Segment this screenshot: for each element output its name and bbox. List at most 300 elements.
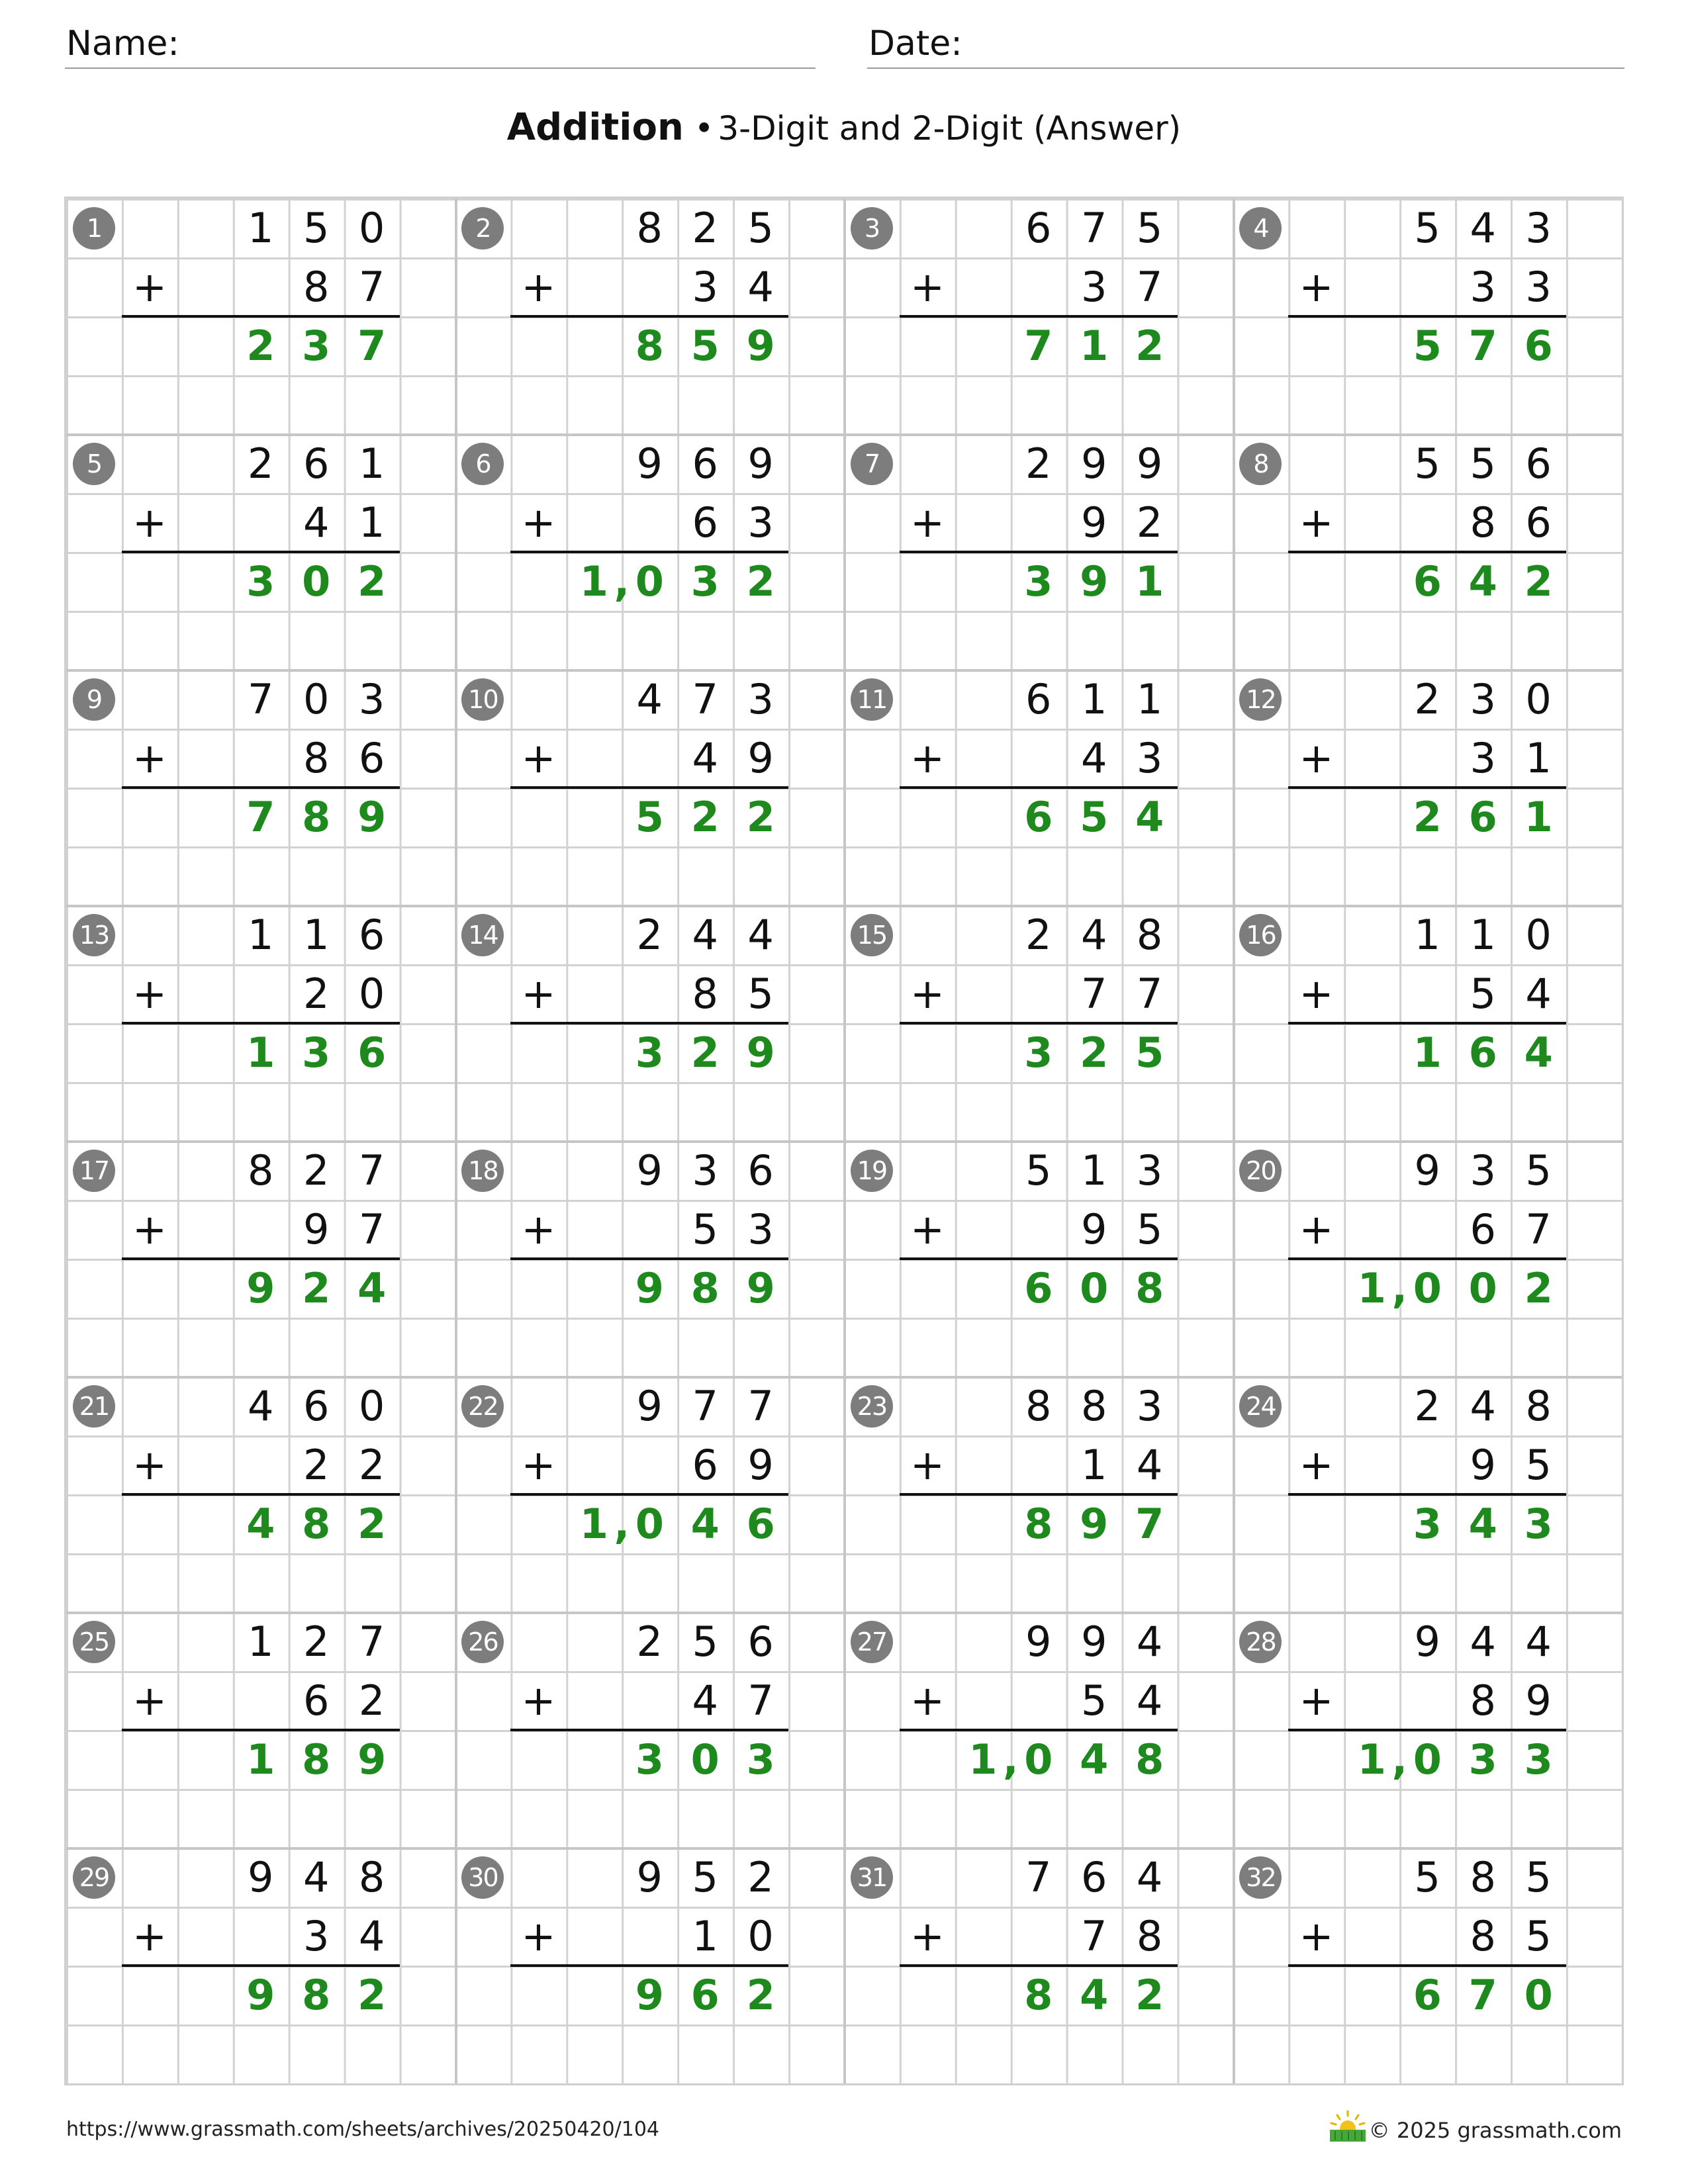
addend-bottom-digit: 7 — [1525, 1205, 1552, 1253]
answer-digit: 6 — [1468, 1028, 1497, 1077]
problem-number-badge: 6 — [461, 443, 504, 485]
addend-top-digit: 9 — [1080, 439, 1107, 488]
addend-top-digit: 1 — [1136, 675, 1163, 723]
addend-top-digit: 0 — [1525, 911, 1552, 959]
answer-digit: 2 — [1135, 322, 1164, 370]
addend-top-digit: 4 — [248, 1382, 274, 1430]
answer-digit: 5 — [635, 793, 664, 841]
addend-top-digit: 6 — [303, 1382, 330, 1430]
answer-digit: 5 — [1080, 793, 1109, 841]
addend-bottom-digit: 5 — [747, 970, 774, 1018]
title-main: Addition — [506, 106, 684, 149]
problem-number-badge: 32 — [1239, 1856, 1282, 1899]
problem-number-badge: 26 — [461, 1621, 504, 1663]
answer-digit: 9 — [635, 1971, 664, 2019]
answer-digit: 4 — [1468, 1500, 1497, 1548]
addend-top-digit: 9 — [1414, 1617, 1440, 1666]
answer-digit: 3 — [302, 1028, 331, 1077]
answer-digit: 2 — [357, 557, 387, 606]
addend-top-digit: 2 — [303, 1146, 330, 1195]
answer-digit: 9 — [1080, 557, 1109, 606]
answer-digit: 1 — [1080, 322, 1109, 370]
addend-bottom-digit: 1 — [1525, 734, 1552, 782]
addend-top-digit: 7 — [248, 675, 274, 723]
addend-bottom-digit: 3 — [1470, 734, 1496, 782]
answer-digit: 9 — [357, 793, 387, 841]
addend-top-digit: 5 — [1414, 204, 1440, 252]
answer-digit: 2 — [746, 793, 775, 841]
addend-bottom-digit: 4 — [692, 734, 718, 782]
addend-top-digit: 6 — [1025, 675, 1052, 723]
answer-digit: 2 — [246, 322, 275, 370]
answer-digit: 3 — [635, 1735, 664, 1784]
answer-digit: 2 — [357, 1500, 387, 1548]
addend-bottom-digit: 4 — [1136, 1441, 1163, 1489]
addend-top-digit: 1 — [1414, 911, 1440, 959]
addend-top-digit: 9 — [1414, 1146, 1440, 1195]
problem-number-badge: 11 — [851, 678, 893, 721]
answer-digit: 5 — [1413, 322, 1442, 370]
problem-number-badge: 12 — [1239, 678, 1282, 721]
answer-digit: 6 — [1413, 557, 1442, 606]
addend-bottom-digit: 4 — [303, 498, 330, 547]
addend-top-digit: 5 — [692, 1853, 718, 1901]
plus-sign: + — [1299, 970, 1334, 1018]
addend-top-digit: 6 — [747, 1146, 774, 1195]
answer-digit: 0 — [1413, 1264, 1442, 1312]
addend-top-digit: 6 — [303, 439, 330, 488]
answer-digit: 0 — [1413, 1735, 1442, 1784]
problem-number-badge: 21 — [73, 1385, 115, 1428]
addend-top-digit: 5 — [303, 204, 330, 252]
addend-bottom-digit: 1 — [358, 498, 385, 547]
problem-number-badge: 30 — [461, 1856, 504, 1899]
answer-digit: 6 — [1024, 1264, 1053, 1312]
answer-digit: 2 — [1135, 1971, 1164, 2019]
addend-bottom-digit: 3 — [1080, 263, 1107, 311]
plus-sign: + — [910, 1912, 945, 1960]
answer-digit: 3 — [246, 557, 275, 606]
addend-top-digit: 3 — [1525, 204, 1552, 252]
answer-digit: 1 — [1413, 1028, 1442, 1077]
answer-comma: , — [1391, 1735, 1408, 1784]
addend-top-digit: 5 — [1525, 1853, 1552, 1901]
addend-bottom-digit: 6 — [358, 734, 385, 782]
addend-top-digit: 9 — [636, 439, 663, 488]
problem-number-badge: 5 — [73, 443, 115, 485]
date-line — [867, 68, 1624, 69]
addend-top-digit: 1 — [248, 204, 274, 252]
addend-bottom-digit: 6 — [692, 1441, 718, 1489]
addend-bottom-digit: 5 — [1470, 970, 1496, 1018]
addend-top-digit: 0 — [303, 675, 330, 723]
addend-bottom-digit: 0 — [358, 970, 385, 1018]
addend-top-digit: 2 — [1025, 439, 1052, 488]
answer-digit: 0 — [690, 1735, 720, 1784]
addend-bottom-digit: 8 — [303, 263, 330, 311]
addend-bottom-digit: 4 — [1136, 1676, 1163, 1725]
problem-number-badge: 16 — [1239, 914, 1282, 956]
addend-bottom-digit: 7 — [1080, 1912, 1107, 1960]
addend-bottom-digit: 2 — [303, 1441, 330, 1489]
answer-digit: 0 — [635, 557, 664, 606]
addend-top-digit: 3 — [1136, 1146, 1163, 1195]
addend-bottom-digit: 3 — [747, 1205, 774, 1253]
problem-number-badge: 8 — [1239, 443, 1282, 485]
addend-top-digit: 3 — [358, 675, 385, 723]
answer-digit: 5 — [1135, 1028, 1164, 1077]
answer-digit: 1 — [246, 1735, 275, 1784]
addend-bottom-digit: 5 — [1525, 1441, 1552, 1489]
answer-digit: 4 — [357, 1264, 387, 1312]
addend-top-digit: 2 — [747, 1853, 774, 1901]
addend-top-digit: 2 — [636, 911, 663, 959]
addend-top-digit: 7 — [692, 675, 718, 723]
addend-bottom-digit: 2 — [303, 970, 330, 1018]
addend-top-digit: 5 — [1414, 439, 1440, 488]
addend-bottom-digit: 5 — [1136, 1205, 1163, 1253]
answer-digit: 8 — [1135, 1264, 1164, 1312]
answer-digit: 0 — [1524, 1971, 1553, 2019]
addend-top-digit: 2 — [636, 1617, 663, 1666]
answer-digit: 3 — [1524, 1735, 1553, 1784]
addend-top-digit: 6 — [1025, 204, 1052, 252]
plus-sign: + — [1299, 1912, 1334, 1960]
addend-top-digit: 4 — [1136, 1853, 1163, 1901]
addend-bottom-digit: 4 — [747, 263, 774, 311]
problem-number-badge: 18 — [461, 1150, 504, 1192]
addend-top-digit: 3 — [747, 675, 774, 723]
addend-bottom-digit: 2 — [358, 1441, 385, 1489]
addend-bottom-digit: 3 — [303, 1912, 330, 1960]
answer-digit: 6 — [746, 1500, 775, 1548]
addend-top-digit: 1 — [248, 911, 274, 959]
problem-number-badge: 7 — [851, 443, 893, 485]
answer-comma: , — [614, 1500, 630, 1548]
date-label: Date: — [868, 24, 962, 64]
plus-sign: + — [910, 734, 945, 782]
answer-digit: 3 — [1468, 1735, 1497, 1784]
answer-digit: 2 — [690, 1028, 720, 1077]
answer-digit: 1 — [1357, 1264, 1386, 1312]
addend-top-digit: 4 — [1470, 1617, 1496, 1666]
answer-digit: 3 — [1413, 1500, 1442, 1548]
addend-top-digit: 8 — [358, 1853, 385, 1901]
addend-top-digit: 1 — [1080, 1146, 1107, 1195]
addend-top-digit: 5 — [692, 1617, 718, 1666]
plus-sign: + — [132, 970, 167, 1018]
addend-top-digit: 4 — [1080, 911, 1107, 959]
addend-top-digit: 7 — [692, 1382, 718, 1430]
addend-top-digit: 1 — [303, 911, 330, 959]
addend-top-digit: 8 — [636, 204, 663, 252]
addend-top-digit: 2 — [303, 1617, 330, 1666]
plus-sign: + — [521, 1912, 556, 1960]
answer-digit: 6 — [1468, 793, 1497, 841]
addend-bottom-digit: 5 — [1080, 1676, 1107, 1725]
addend-top-digit: 1 — [248, 1617, 274, 1666]
addend-bottom-digit: 8 — [1470, 498, 1496, 547]
addend-top-digit: 6 — [1080, 1853, 1107, 1901]
addend-top-digit: 9 — [636, 1146, 663, 1195]
plus-sign: + — [132, 734, 167, 782]
addend-top-digit: 8 — [1025, 1382, 1052, 1430]
title-separator: • — [694, 109, 714, 148]
problem-number-badge: 9 — [73, 678, 115, 721]
answer-comma: , — [1391, 1264, 1408, 1312]
answer-digit: 9 — [246, 1264, 275, 1312]
addend-bottom-digit: 3 — [747, 498, 774, 547]
addend-bottom-digit: 4 — [358, 1912, 385, 1960]
plus-sign: + — [132, 1441, 167, 1489]
answer-digit: 2 — [746, 1971, 775, 2019]
plus-sign: + — [132, 1676, 167, 1725]
plus-sign: + — [910, 263, 945, 311]
answer-digit: 6 — [357, 1028, 387, 1077]
addend-top-digit: 6 — [692, 439, 718, 488]
answer-digit: 9 — [635, 1264, 664, 1312]
answer-digit: 6 — [690, 1971, 720, 2019]
addend-top-digit: 3 — [1470, 675, 1496, 723]
addend-top-digit: 4 — [1525, 1617, 1552, 1666]
answer-digit: 2 — [690, 793, 720, 841]
answer-digit: 6 — [1024, 793, 1053, 841]
addend-top-digit: 8 — [1136, 911, 1163, 959]
addend-top-digit: 4 — [747, 911, 774, 959]
addend-bottom-digit: 7 — [747, 1676, 774, 1725]
addend-bottom-digit: 8 — [1136, 1912, 1163, 1960]
addend-bottom-digit: 9 — [1080, 498, 1107, 547]
plus-sign: + — [132, 263, 167, 311]
answer-digit: 2 — [357, 1971, 387, 2019]
addend-top-digit: 7 — [1080, 204, 1107, 252]
addend-top-digit: 4 — [1470, 1382, 1496, 1430]
addend-bottom-digit: 7 — [358, 263, 385, 311]
addend-bottom-digit: 8 — [692, 970, 718, 1018]
addend-top-digit: 3 — [1470, 1146, 1496, 1195]
answer-comma: , — [614, 557, 630, 606]
addend-bottom-digit: 6 — [1470, 1205, 1496, 1253]
answer-digit: 4 — [1468, 557, 1497, 606]
addend-bottom-digit: 5 — [692, 1205, 718, 1253]
plus-sign: + — [910, 1205, 945, 1253]
addend-top-digit: 8 — [1080, 1382, 1107, 1430]
answer-digit: 3 — [690, 557, 720, 606]
addend-top-digit: 1 — [1080, 675, 1107, 723]
plus-sign: + — [910, 1441, 945, 1489]
answer-digit: 9 — [1080, 1500, 1109, 1548]
answer-digit: 9 — [746, 1028, 775, 1077]
answer-digit: 9 — [746, 322, 775, 370]
answer-digit: 7 — [357, 322, 387, 370]
answer-digit: 1 — [968, 1735, 998, 1784]
addend-bottom-digit: 7 — [1136, 263, 1163, 311]
footer-url: https://www.grassmath.com/sheets/archives/20250420/104 — [66, 2118, 660, 2141]
plus-sign: + — [132, 498, 167, 547]
answer-digit: 2 — [1524, 1264, 1553, 1312]
addend-top-digit: 9 — [1136, 439, 1163, 488]
addend-top-digit: 2 — [1414, 1382, 1440, 1430]
answer-digit: 4 — [1524, 1028, 1553, 1077]
answer-digit: 4 — [246, 1500, 275, 1548]
problem-number-badge: 4 — [1239, 207, 1282, 250]
addend-top-digit: 9 — [636, 1853, 663, 1901]
problem-number-badge: 14 — [461, 914, 504, 956]
addend-top-digit: 5 — [1525, 1146, 1552, 1195]
answer-digit: 8 — [1024, 1971, 1053, 2019]
addend-bottom-digit: 1 — [692, 1912, 718, 1960]
addend-bottom-digit: 3 — [1525, 263, 1552, 311]
addend-top-digit: 7 — [1025, 1853, 1052, 1901]
addend-top-digit: 5 — [1414, 1853, 1440, 1901]
addend-top-digit: 3 — [692, 1146, 718, 1195]
addend-top-digit: 1 — [1470, 911, 1496, 959]
addend-top-digit: 7 — [747, 1382, 774, 1430]
answer-digit: 2 — [302, 1264, 331, 1312]
grassmath-sun-logo-icon — [1327, 2109, 1368, 2144]
answer-digit: 9 — [246, 1971, 275, 2019]
problem-number-badge: 3 — [851, 207, 893, 250]
problem-number-badge: 13 — [73, 914, 115, 956]
answer-comma: , — [1003, 1735, 1019, 1784]
footer-copyright: © 2025 grassmath.com — [1368, 2118, 1622, 2143]
addend-bottom-digit: 3 — [1470, 263, 1496, 311]
answer-digit: 8 — [635, 322, 664, 370]
addend-bottom-digit: 9 — [303, 1205, 330, 1253]
answer-digit: 6 — [1524, 322, 1553, 370]
addend-top-digit: 1 — [358, 439, 385, 488]
problem-number-badge: 25 — [73, 1621, 115, 1663]
title-subtitle: 3-Digit and 2-Digit (Answer) — [718, 109, 1182, 148]
addend-top-digit: 9 — [636, 1382, 663, 1430]
addend-bottom-digit: 8 — [1470, 1676, 1496, 1725]
problem-number-badge: 10 — [461, 678, 504, 721]
name-label: Name: — [66, 24, 179, 64]
addend-top-digit: 3 — [1136, 1382, 1163, 1430]
problem-number-badge: 1 — [73, 207, 115, 250]
addend-top-digit: 2 — [1025, 911, 1052, 959]
addend-top-digit: 9 — [1025, 1617, 1052, 1666]
answer-digit: 1 — [1135, 557, 1164, 606]
addend-bottom-digit: 2 — [358, 1676, 385, 1725]
answer-digit: 7 — [1024, 322, 1053, 370]
addend-bottom-digit: 8 — [1470, 1912, 1496, 1960]
problem-number-badge: 2 — [461, 207, 504, 250]
addend-top-digit: 8 — [248, 1146, 274, 1195]
addend-top-digit: 0 — [358, 204, 385, 252]
answer-digit: 7 — [1135, 1500, 1164, 1548]
addend-top-digit: 2 — [1414, 675, 1440, 723]
addend-bottom-digit: 6 — [303, 1676, 330, 1725]
addend-top-digit: 9 — [747, 439, 774, 488]
answer-digit: 3 — [1024, 557, 1053, 606]
answer-digit: 3 — [746, 1735, 775, 1784]
answer-digit: 9 — [357, 1735, 387, 1784]
answer-digit: 3 — [1524, 1500, 1553, 1548]
answer-digit: 1 — [1524, 793, 1553, 841]
problem-number-badge: 22 — [461, 1385, 504, 1428]
answer-digit: 0 — [302, 557, 331, 606]
addend-bottom-digit: 2 — [1136, 498, 1163, 547]
name-line — [65, 68, 816, 69]
answer-digit: 7 — [1468, 1971, 1497, 2019]
plus-sign: + — [132, 1912, 167, 1960]
plus-sign: + — [521, 1441, 556, 1489]
addend-top-digit: 5 — [747, 204, 774, 252]
plus-sign: + — [910, 498, 945, 547]
problem-number-badge: 20 — [1239, 1150, 1282, 1192]
addend-bottom-digit: 9 — [1080, 1205, 1107, 1253]
addend-top-digit: 7 — [358, 1146, 385, 1195]
plus-sign: + — [1299, 498, 1334, 547]
answer-digit: 7 — [246, 793, 275, 841]
plus-sign: + — [1299, 734, 1334, 782]
addend-bottom-digit: 4 — [1525, 970, 1552, 1018]
answer-digit: 0 — [635, 1500, 664, 1548]
answer-digit: 8 — [302, 1735, 331, 1784]
addend-top-digit: 6 — [358, 911, 385, 959]
problem-number-badge: 31 — [851, 1856, 893, 1899]
worksheet-title — [0, 106, 1688, 149]
plus-sign: + — [1299, 1441, 1334, 1489]
addend-bottom-digit: 7 — [358, 1205, 385, 1253]
addend-top-digit: 8 — [1525, 1382, 1552, 1430]
addend-top-digit: 5 — [1470, 439, 1496, 488]
plus-sign: + — [910, 1676, 945, 1725]
problem-number-badge: 23 — [851, 1385, 893, 1428]
answer-digit: 6 — [1413, 1971, 1442, 2019]
addend-bottom-digit: 5 — [1525, 1912, 1552, 1960]
answer-digit: 1 — [579, 557, 608, 606]
addend-top-digit: 7 — [358, 1617, 385, 1666]
addend-bottom-digit: 9 — [747, 1441, 774, 1489]
addend-bottom-digit: 9 — [1525, 1676, 1552, 1725]
answer-digit: 7 — [1468, 322, 1497, 370]
plus-sign: + — [1299, 263, 1334, 311]
problem-number-badge: 19 — [851, 1150, 893, 1192]
answer-digit: 8 — [690, 1264, 720, 1312]
plus-sign: + — [910, 970, 945, 1018]
addend-top-digit: 4 — [303, 1853, 330, 1901]
problem-number-badge: 27 — [851, 1621, 893, 1663]
addend-top-digit: 8 — [1470, 1853, 1496, 1901]
answer-digit: 2 — [746, 557, 775, 606]
plus-sign: + — [521, 734, 556, 782]
addend-bottom-digit: 6 — [692, 498, 718, 547]
answer-digit: 2 — [1524, 557, 1553, 606]
addend-top-digit: 0 — [358, 1382, 385, 1430]
answer-digit: 8 — [1135, 1735, 1164, 1784]
answer-digit: 5 — [690, 322, 720, 370]
addend-top-digit: 4 — [1470, 204, 1496, 252]
addend-bottom-digit: 4 — [1080, 734, 1107, 782]
addend-bottom-digit: 3 — [1136, 734, 1163, 782]
addend-top-digit: 4 — [692, 911, 718, 959]
answer-digit: 0 — [1468, 1264, 1497, 1312]
addend-bottom-digit: 6 — [1525, 498, 1552, 547]
addend-bottom-digit: 8 — [303, 734, 330, 782]
plus-sign: + — [132, 1205, 167, 1253]
answer-digit: 1 — [1357, 1735, 1386, 1784]
answer-digit: 3 — [635, 1028, 664, 1077]
answer-digit: 9 — [746, 1264, 775, 1312]
addend-top-digit: 9 — [1080, 1617, 1107, 1666]
plus-sign: + — [1299, 1205, 1334, 1253]
answer-digit: 0 — [1024, 1735, 1053, 1784]
answer-digit: 0 — [1080, 1264, 1109, 1312]
answer-digit: 3 — [1024, 1028, 1053, 1077]
plus-sign: + — [521, 1676, 556, 1725]
